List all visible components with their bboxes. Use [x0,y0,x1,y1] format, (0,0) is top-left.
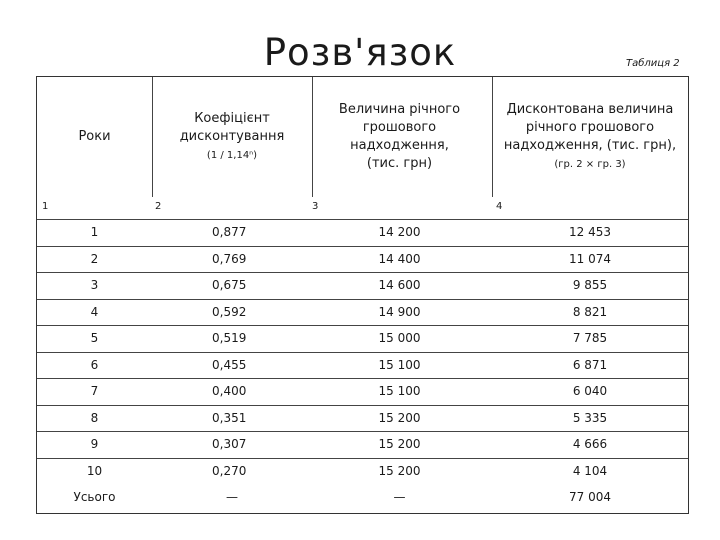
header-discounted-label: Дисконтована величина річного грошового надходження, (тис. грн), [503,102,677,153]
discounted-cell: 9 855 [572,278,608,293]
discounted-cell: 6 871 [572,357,608,372]
coefficient-cell: 0,592 [212,304,247,319]
total-label-cell: Усього [73,490,116,505]
income-cell: 14 200 [378,225,421,240]
discounted-cell: 4 666 [572,437,608,452]
discounted-cell: 12 453 [569,225,611,240]
income-cell: 14 600 [378,278,421,293]
year-cell: 10 [86,463,103,478]
header-years-label: Роки [78,129,111,144]
column-number-2: 2 [155,201,162,212]
coefficient-cell: 0,400 [212,384,247,399]
discounted-total-cell: 77 004 [569,490,611,505]
discounted-cell: 4 104 [572,463,608,478]
table-row [37,352,688,379]
table-row [37,246,688,273]
discounted-cell: 5 335 [572,410,608,425]
year-cell: 3 [90,278,99,293]
income-cell: 15 100 [378,384,421,399]
coefficient-cell: 0,307 [212,437,247,452]
income-cell: — [393,490,406,505]
table-row [37,272,688,299]
grid-line [152,77,153,197]
discounted-cell: 7 785 [572,331,608,346]
coefficient-cell: 0,455 [212,357,247,372]
table-row [37,431,688,458]
coefficient-cell: 0,351 [212,410,247,425]
income-cell: 14 900 [378,304,421,319]
header-years [37,77,152,197]
year-cell: 4 [90,304,99,319]
year-cell: 8 [90,410,99,425]
header-income [312,77,487,197]
page-title: Розв'язок [263,31,457,74]
year-cell: 1 [90,225,99,240]
column-number-1: 1 [42,201,49,212]
income-cell: 15 000 [378,331,421,346]
year-cell: 6 [90,357,99,372]
year-cell: 2 [90,251,99,266]
year-cell: 5 [90,331,99,346]
coefficient-cell: — [226,490,238,505]
column-number-4: 4 [496,201,503,212]
grid-line [312,77,313,197]
table-row [37,378,688,405]
header-discounted-formula: (гр. 2 × гр. 3) [554,159,626,170]
discounted-cell: 11 074 [569,251,611,266]
header-coefficient-label: Коефіцієнт дисконтування [179,111,285,144]
table-row [37,405,688,432]
year-cell: 7 [90,384,99,399]
coefficient-cell: 0,769 [212,251,247,266]
table-row [37,325,688,352]
table-row [37,219,688,246]
header-coefficient-formula: (1 / 1,14ⁿ) [206,150,258,161]
header-discounted [492,77,688,197]
income-cell: 15 200 [378,410,421,425]
column-number-3: 3 [312,201,319,212]
income-cell: 14 400 [378,251,421,266]
table-row [37,299,688,326]
discount-table [36,76,689,514]
grid-line [492,77,493,197]
coefficient-cell: 0,270 [212,463,247,478]
income-cell: 15 100 [378,357,421,372]
year-cell: 9 [90,437,99,452]
income-cell: 15 200 [378,437,421,452]
discounted-cell: 6 040 [572,384,608,399]
header-income-label: Величина річного грошового надходження, (тис. грн) [338,102,461,171]
coefficient-cell: 0,675 [212,278,247,293]
coefficient-cell: 0,519 [212,331,247,346]
income-cell: 15 200 [378,463,421,478]
coefficient-cell: 0,877 [212,225,247,240]
table-caption: Таблиця 2 [626,58,680,69]
header-coefficient [152,77,312,197]
discounted-cell: 8 821 [572,304,608,319]
table-row-total [37,484,688,511]
table-row [37,458,688,485]
